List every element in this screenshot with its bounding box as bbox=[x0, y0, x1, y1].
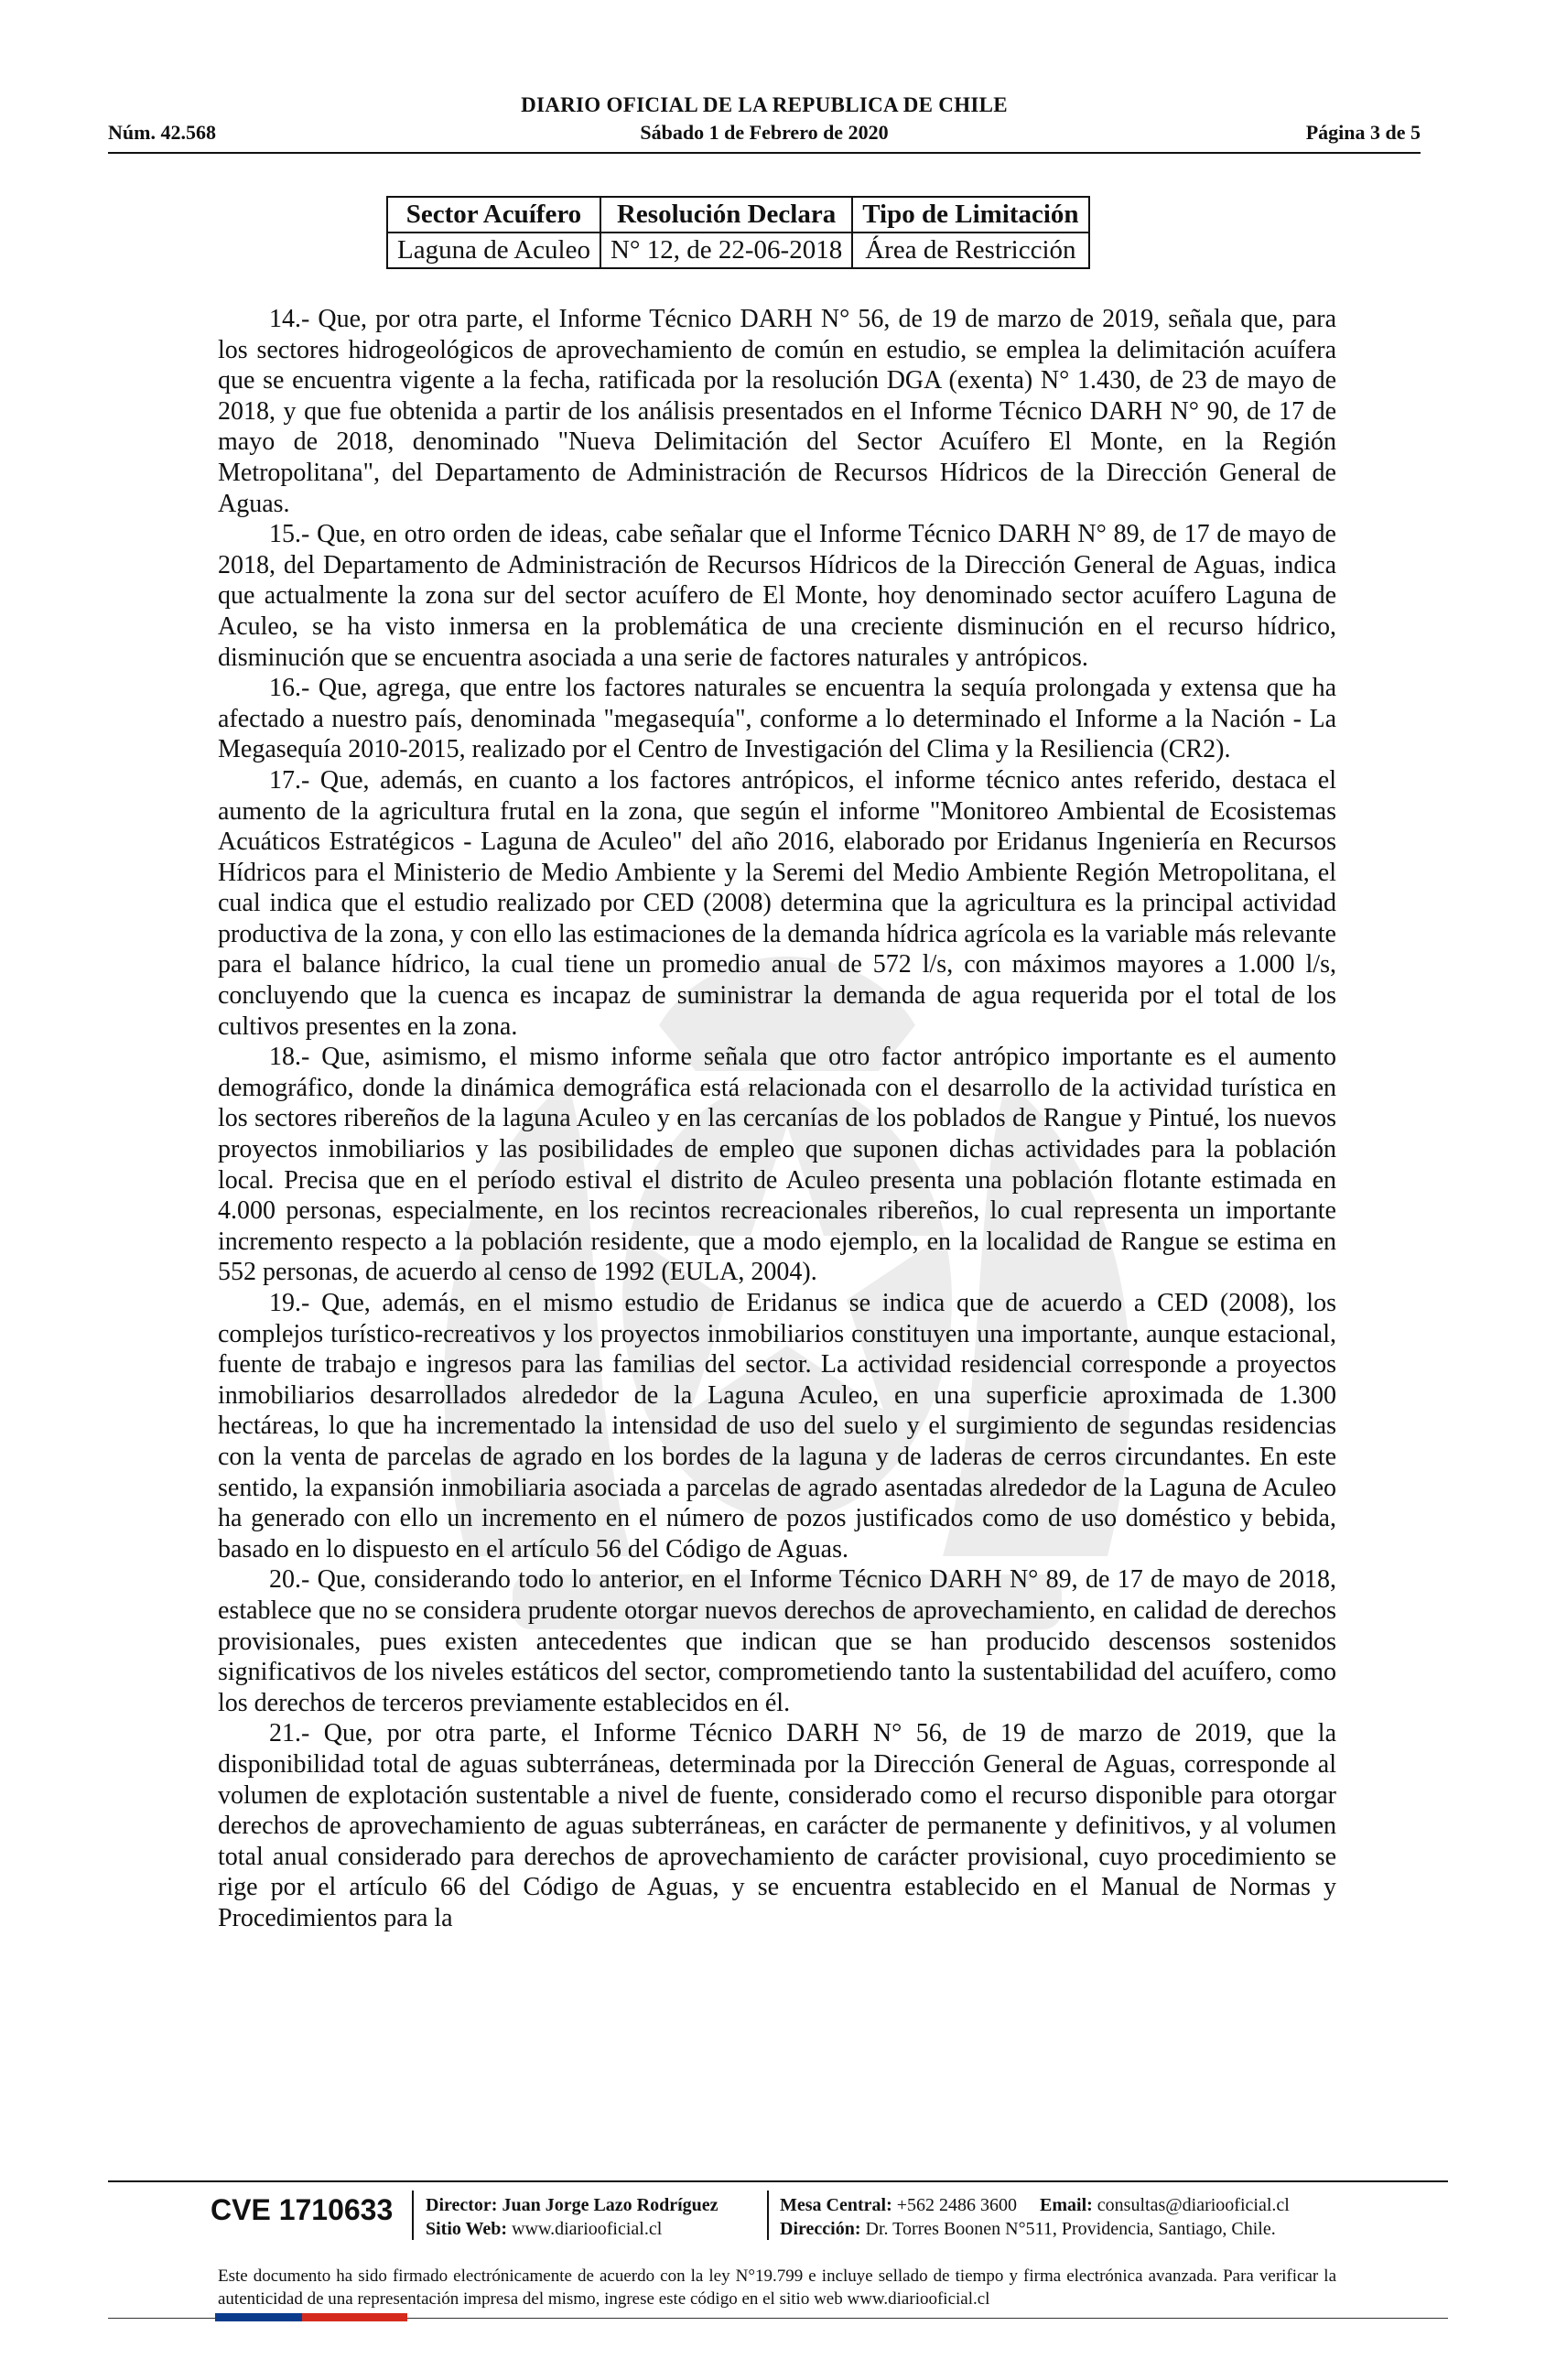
paragraph-20: 20.- Que, considerando todo lo anterior, en el Informe Técnico DARH N° 89, de 17 de mayo de 2018, establece que no se considera prudente otorgar nuevos derechos de aprovechamiento, en calidad de derechos provisionales, pues existen antecedentes que indican que se han producido descensos sostenidos significativos de los niveles estáticos del sector, comprometiendo tanto la sustentabilidad del acuífero, como los derechos de terceros previamente establecidos en él. bbox=[218, 1565, 1336, 1717]
table-cell: Área de Restricción bbox=[852, 233, 1088, 268]
table-cell: N° 12, de 22-06-2018 bbox=[600, 233, 852, 268]
paragraph-19: 19.- Que, además, en el mismo estudio de Eridanus se indica que de acuerdo a CED (2008), los complejos turístico-recreativos y los proyectos inmobiliarios constituyen una importante, aunque estacional, fuente de trabajo e ingresos para las familias del sector. La actividad residencial corresponde a proyectos inmobiliarios desarrollados alrededor de la Laguna Aculeo, en una superficie aproximada de 1.300 hectáreas, lo que ha incrementado la intensidad de uso del suelo y el surgimiento de segundas residencias con la venta de parcelas de agrado en los bordes de la laguna y de laderas de cerros circundantes. En este sentido, la expansión inmobiliaria asociada a parcelas de agrado asentadas alrededor de la Laguna de Aculeo ha generado con ello un incremento en el número de pozos justificados como de uso doméstico y bebida, basado en lo dispuesto en el artículo 56 del Código de Aguas. bbox=[218, 1289, 1336, 1563]
website-link[interactable]: www.diariooficial.cl bbox=[512, 2219, 663, 2239]
footer-separator bbox=[767, 2191, 769, 2240]
address-label: Dirección: bbox=[780, 2219, 861, 2239]
flag-blue-segment bbox=[215, 2313, 302, 2321]
table-cell: Laguna de Aculeo bbox=[387, 233, 600, 268]
newspaper-title: DIARIO OFICIAL DE LA REPUBLICA DE CHILE bbox=[521, 93, 1008, 116]
email-label: Email: bbox=[1040, 2195, 1093, 2215]
table-row bbox=[387, 233, 1089, 268]
page-number: Página 3 de 5 bbox=[1305, 121, 1421, 144]
column-header: Resolución Declara bbox=[600, 197, 852, 233]
footer-divider bbox=[108, 2180, 1448, 2182]
footer-separator bbox=[412, 2191, 414, 2240]
paragraph-21: 21.- Que, por otra parte, el Informe Técnico DARH N° 56, de 19 de marzo de 2019, que la disponibilidad total de aguas subterráneas, determinada por la Dirección General de Aguas, corresponde al volumen de explotación sustentable a nivel de fuente, considerado como el recurso disponible para otorgar derechos de aprovechamiento de aguas subterráneas, en carácter de permanente y definitivos, y al volumen total anual considerado para derechos de aprovechamiento de carácter provisional, cuyo procedimiento se rige por el artículo 66 del Código de Aguas, y se encuentra establecido en el Manual de Normas y Procedimientos para la bbox=[218, 1719, 1336, 1932]
phone-number: +562 2486 3600 bbox=[896, 2195, 1018, 2215]
column-header: Sector Acuífero bbox=[387, 197, 600, 233]
footer-director-block bbox=[426, 2193, 719, 2241]
issue-date: Sábado 1 de Febrero de 2020 bbox=[640, 121, 889, 144]
email-link[interactable]: consultas@diariooficial.cl bbox=[1097, 2195, 1290, 2215]
address-value: Dr. Torres Boonen N°511, Providencia, Santiago, Chile. bbox=[865, 2219, 1276, 2239]
column-header: Tipo de Limitación bbox=[852, 197, 1088, 233]
paragraph-18: 18.- Que, asimismo, el mismo informe señala que otro factor antrópico importante es el aumento demográfico, donde la dinámica demográfica está relacionada con el desarrollo de la actividad turística en los sectores ribereños de la laguna Aculeo y en las cercanías de los poblados de Rangue y Pintué, los nuevos proyectos inmobiliarios y las posibilidades de empleo que suponen dichas actividades para la población local. Precisa que en el período estival el distrito de Aculeo presenta una población flotante estimada en 4.000 personas, especialmente, en los recintos recreacionales ribereños, lo cual representa un importante incremento respecto a la población residente, que a modo ejemplo, en la localidad de Rangue se estima en 552 personas, de acuerdo al censo de 1992 (EULA, 2004). bbox=[218, 1043, 1336, 1287]
paragraph-16: 16.- Que, agrega, que entre los factores naturales se encuentra la sequía prolongada y extensa que ha afectado a nuestro país, denominada "megasequía", conforme a lo determinado el Informe a la Nación - La Megasequía 2010-2015, realizado por el Centro de Investigación del Clima y la Resiliencia (CR2). bbox=[218, 674, 1336, 764]
page-header bbox=[108, 92, 1421, 157]
website-label: Sitio Web: bbox=[426, 2219, 508, 2239]
document-body bbox=[218, 304, 1336, 1933]
header-divider bbox=[108, 152, 1421, 154]
paragraph-15: 15.- Que, en otro orden de ideas, cabe señalar que el Informe Técnico DARH N° 89, de 17 de mayo de 2018, del Departamento de Administración de Recursos Hídricos de la Dirección General de Aguas, indica que actualmente la zona sur del sector acuífero de El Monte, hoy denominado sector acuífero Laguna de Aculeo, se ha visto inmersa en la problemática de una creciente disminución en el recurso hídrico, disminución que se encuentra asociada a una serie de factores naturales y antrópicos. bbox=[218, 520, 1336, 672]
electronic-signature-notice: Este documento ha sido firmado electrónicamente de acuerdo con la ley N°19.799 e incluye sellado de tiempo y firma electrónica avanzada. Para verificar la autenticidad de una representación impresa del mismo, ingrese este código en el sitio web www.diariooficial.cl bbox=[218, 2266, 1336, 2309]
issue-number: Núm. 42.568 bbox=[108, 121, 216, 144]
director-label: Director: bbox=[426, 2195, 498, 2215]
chile-flag-stripe bbox=[215, 2313, 407, 2321]
cve-code: CVE 1710633 bbox=[211, 2193, 394, 2226]
aquifer-limitation-table bbox=[386, 196, 1090, 269]
flag-red-segment bbox=[302, 2313, 408, 2321]
paragraph-17: 17.- Que, además, en cuanto a los factores antrópicos, el informe técnico antes referido, destaca el aumento de la agricultura frutal en la zona, que según el informe "Monitoreo Ambiental de Ecosistemas Acuáticos Estratégicos - Laguna de Aculeo" del año 2016, elaborado por Eridanus Ingeniería en Recursos Hídricos para el Ministerio de Medio Ambiente y la Seremi del Medio Ambiente Región Metropolitana, el cual indica que el estudio realizado por CED (2008) determina que la agricultura es la principal actividad productiva de la zona, y con ello las estimaciones de la demanda hídrica agrícola es la variable más relevante para el balance hídrico, la cual tiene un promedio anual de 572 l/s, con máximos mayores a 1.000 l/s, concluyendo que la cuenca es incapaz de suministrar la demanda de agua requerida por el total de los cultivos presentes en la zona. bbox=[218, 765, 1336, 1041]
director-name: Juan Jorge Lazo Rodríguez bbox=[502, 2195, 719, 2215]
phone-label: Mesa Central: bbox=[780, 2195, 892, 2215]
footer-contact-block bbox=[780, 2193, 1290, 2241]
paragraph-14: 14.- Que, por otra parte, el Informe Técnico DARH N° 56, de 19 de marzo de 2019, señala que, para los sectores hidrogeológicos de aprovechamiento de común en estudio, se emplea la delimitación acuífera que se encuentra vigente a la fecha, ratificada por la resolución DGA (exenta) N° 1.430, de 23 de mayo de 2018, y que fue obtenida a partir de los análisis presentados en el Informe Técnico DARH N° 90, de 17 de mayo de 2018, denominado "Nueva Delimitación del Sector Acuífero El Monte, en la Región Metropolitana", del Departamento de Administración de Recursos Hídricos de la Dirección General de Aguas. bbox=[218, 305, 1336, 518]
table-header-row bbox=[387, 197, 1089, 233]
